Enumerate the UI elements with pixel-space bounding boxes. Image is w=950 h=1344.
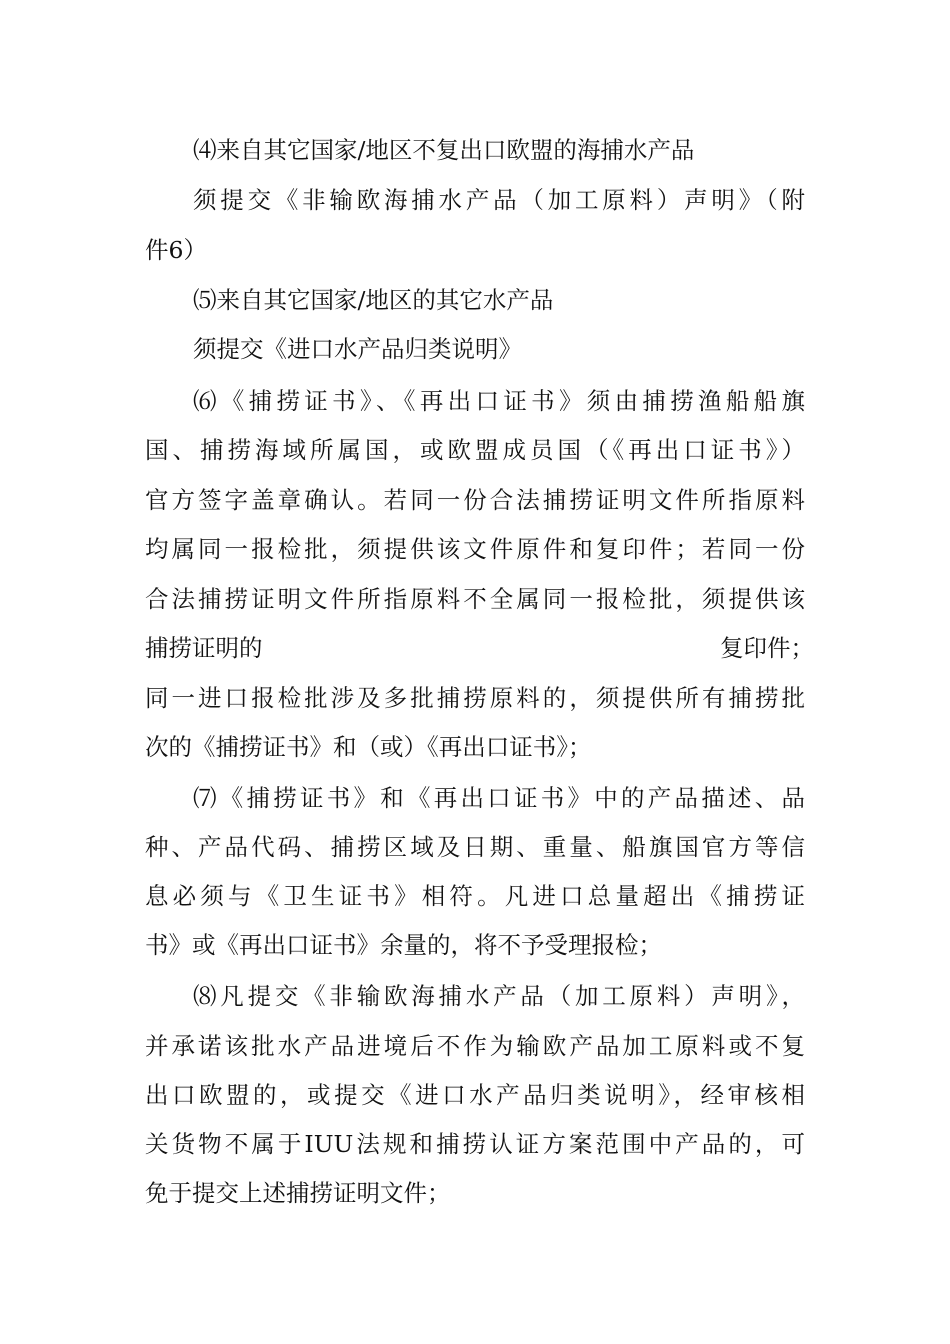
item-6-line-7: 同一进口报检批涉及多批捕捞原料的，须提供所有捕捞批 — [145, 684, 805, 712]
item-4-body-line-1: 须提交《非输欧海捕水产品（加工原料）声明》（附 — [193, 186, 805, 214]
item-7-line-3: 息必须与《卫生证书》相符。凡进口总量超出《捕捞证 — [145, 882, 805, 910]
item-7-line-2: 种、产品代码、捕捞区域及日期、重量、船旗国官方等信 — [145, 833, 805, 861]
item-6-line-8: 次的《捕捞证书》和（或）《再出口证书》； — [145, 733, 592, 761]
item-6-line-4: 均属同一报检批，须提供该文件原件和复印件；若同一份 — [145, 535, 805, 563]
item-6-line-6-right: 复印件； — [720, 634, 814, 662]
item-6-line-2: 国、捕捞海域所属国，或欧盟成员国（《再出口证书》） — [145, 436, 805, 464]
item-7-line-4: 书》或《再出口证书》余量的，将不予受理报检； — [145, 931, 662, 959]
item-7-line-1: ⑺《捕捞证书》和《再出口证书》中的产品描述、品 — [193, 784, 805, 812]
item-5-heading: ⑸来自其它国家/地区的其它水产品 — [193, 286, 554, 314]
item-6-line-6-left: 捕捞证明的 — [145, 634, 263, 662]
item-4-heading: ⑷来自其它国家/地区不复出口欧盟的海捕水产品 — [193, 136, 695, 164]
item-6-line-1: ⑹《捕捞证书》、《再出口证书》须由捕捞渔船船旗 — [193, 387, 805, 415]
item-8-line-1: ⑻凡提交《非输欧海捕水产品（加工原料）声明》， — [193, 982, 805, 1010]
item-8-line-4: 关货物不属于IUU法规和捕捞认证方案范围中产品的，可 — [145, 1130, 805, 1158]
item-8-line-3: 出口欧盟的，或提交《进口水产品归类说明》，经审核相 — [145, 1081, 805, 1109]
item-6-line-5: 合法捕捞证明文件所指原料不全属同一报检批，须提供该 — [145, 585, 805, 613]
item-5-body-line-1: 须提交《进口水产品归类说明》 — [193, 335, 522, 363]
item-8-line-5: 免于提交上述捕捞证明文件； — [145, 1179, 451, 1207]
item-6-line-3: 官方签字盖章确认。若同一份合法捕捞证明文件所指原料 — [145, 486, 805, 514]
item-4-body-line-2: 件6） — [145, 236, 207, 264]
item-8-line-2: 并承诺该批水产品进境后不作为输欧产品加工原料或不复 — [145, 1032, 805, 1060]
